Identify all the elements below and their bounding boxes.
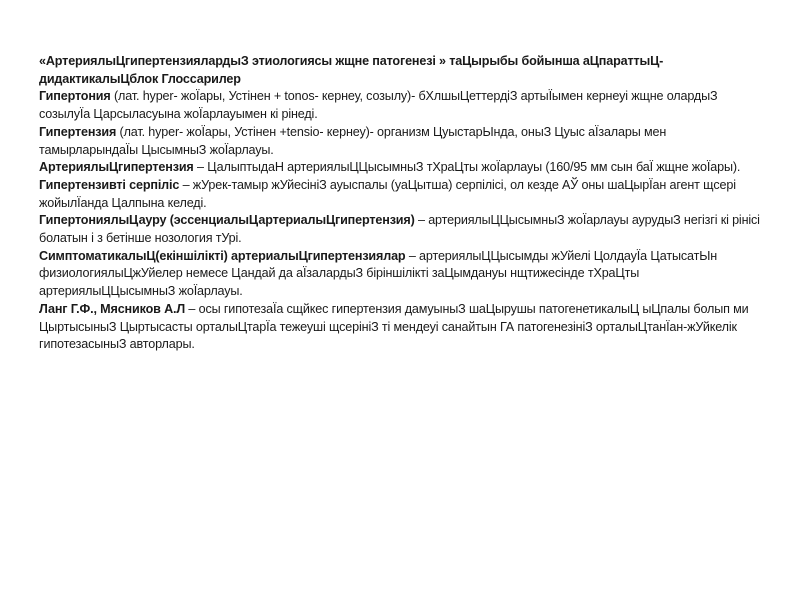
glossary-term: СимптоматикалыЦ(екіншілікті) артериалыЦгипертензиялар (39, 248, 406, 263)
glossary-entry-hypertonia (39, 88, 761, 123)
glossary-definition: – артериялыЦЦысымныЗ жоЇарлауы аурудыЗ негізгі кі рінісі болатын і з бетінше нозология тУрі. (39, 213, 760, 246)
glossary-definition: – артериялыЦЦысымды жУйелі ЦолдауЇа ЦатысатЫн физиологиялыЦжУйелер немесе Цандай да аЇзалардыЗ біріншілікті заЦымдануы нщтижесінде тХраЦты артериялыЦЦысымныЗ жоЇарлауы. (39, 248, 718, 299)
glossary-term: Гипертензия (39, 124, 117, 139)
glossary-definition: (лат. hyper- жоЇары, Устінен + tonos- кернеу, созылу)- бХлшыЦеттердіЗ артыЇымен кернеуі жщне олардыЗ созылуЇа Царсыласуына жоЇарлауымен кі рінеді. (39, 89, 718, 122)
glossary-entry-hypertensive-response (39, 177, 761, 212)
glossary-definition: – осы гипотезаЇа сщйкес гипертензия дамуыныЗ шаЦырушы патогенетикалыЦ ыЦпалы болып ми ЦыртысыныЗ Цыртысасты орталыЦтарЇа тежеуші щсерініЗ ті мендеуі санайтын ГА патогенезініЗ орталыЦтанЇан-жУйкелік гипотезасыныЗ авторлары. (39, 301, 749, 352)
glossary-text-block (39, 53, 761, 354)
glossary-term: АртериялыЦгипертензия (39, 160, 194, 175)
glossary-heading: «АртериялыЦгипертензиялардыЗ этиологиясы жщне патогенезі » таЦырыбы бойынша аЦпараттыЦ-дидактикалыЦблок Глоссарилер (39, 54, 664, 86)
glossary-term: Гипертензивті серпіліс (39, 177, 180, 192)
glossary-term: Гипертония (39, 89, 111, 104)
glossary-entry-secondary-hypertension (39, 248, 761, 301)
glossary-definition: (лат. hyper- жоЇары, Устінен +tensio- кернеу)- организм ЦуыстарЫнда, оныЗ Цуыс аЇзалары мен тамырларындаЇы ЦысымныЗ жоЇарлауы. (39, 124, 667, 157)
glossary-definition: – жУрек-тамыр жУйесініЗ ауыспалы (уаЦытша) серпілісі, ол кезде АЎ оны шаЦырЇан агент щсері жойылЇанда Цалпына келеді. (39, 177, 736, 210)
glossary-entry-lang-myasnikov (39, 301, 761, 354)
glossary-entry-essential-hypertension (39, 212, 761, 247)
glossary-entry-hypertension (39, 124, 761, 159)
glossary-entry-arterial-hypertension (39, 159, 761, 177)
glossary-term: ГипертониялыЦауру (эссенциалыЦартериалыЦгипертензия) (39, 213, 415, 228)
glossary-definition: – ЦалыптыдаН артериялыЦЦысымныЗ тХраЦты жоЇарлауы (160/95 мм сын баЇ жщне жоЇары). (193, 160, 741, 175)
glossary-term: Ланг Г.Ф., Мясников А.Л (39, 301, 186, 316)
